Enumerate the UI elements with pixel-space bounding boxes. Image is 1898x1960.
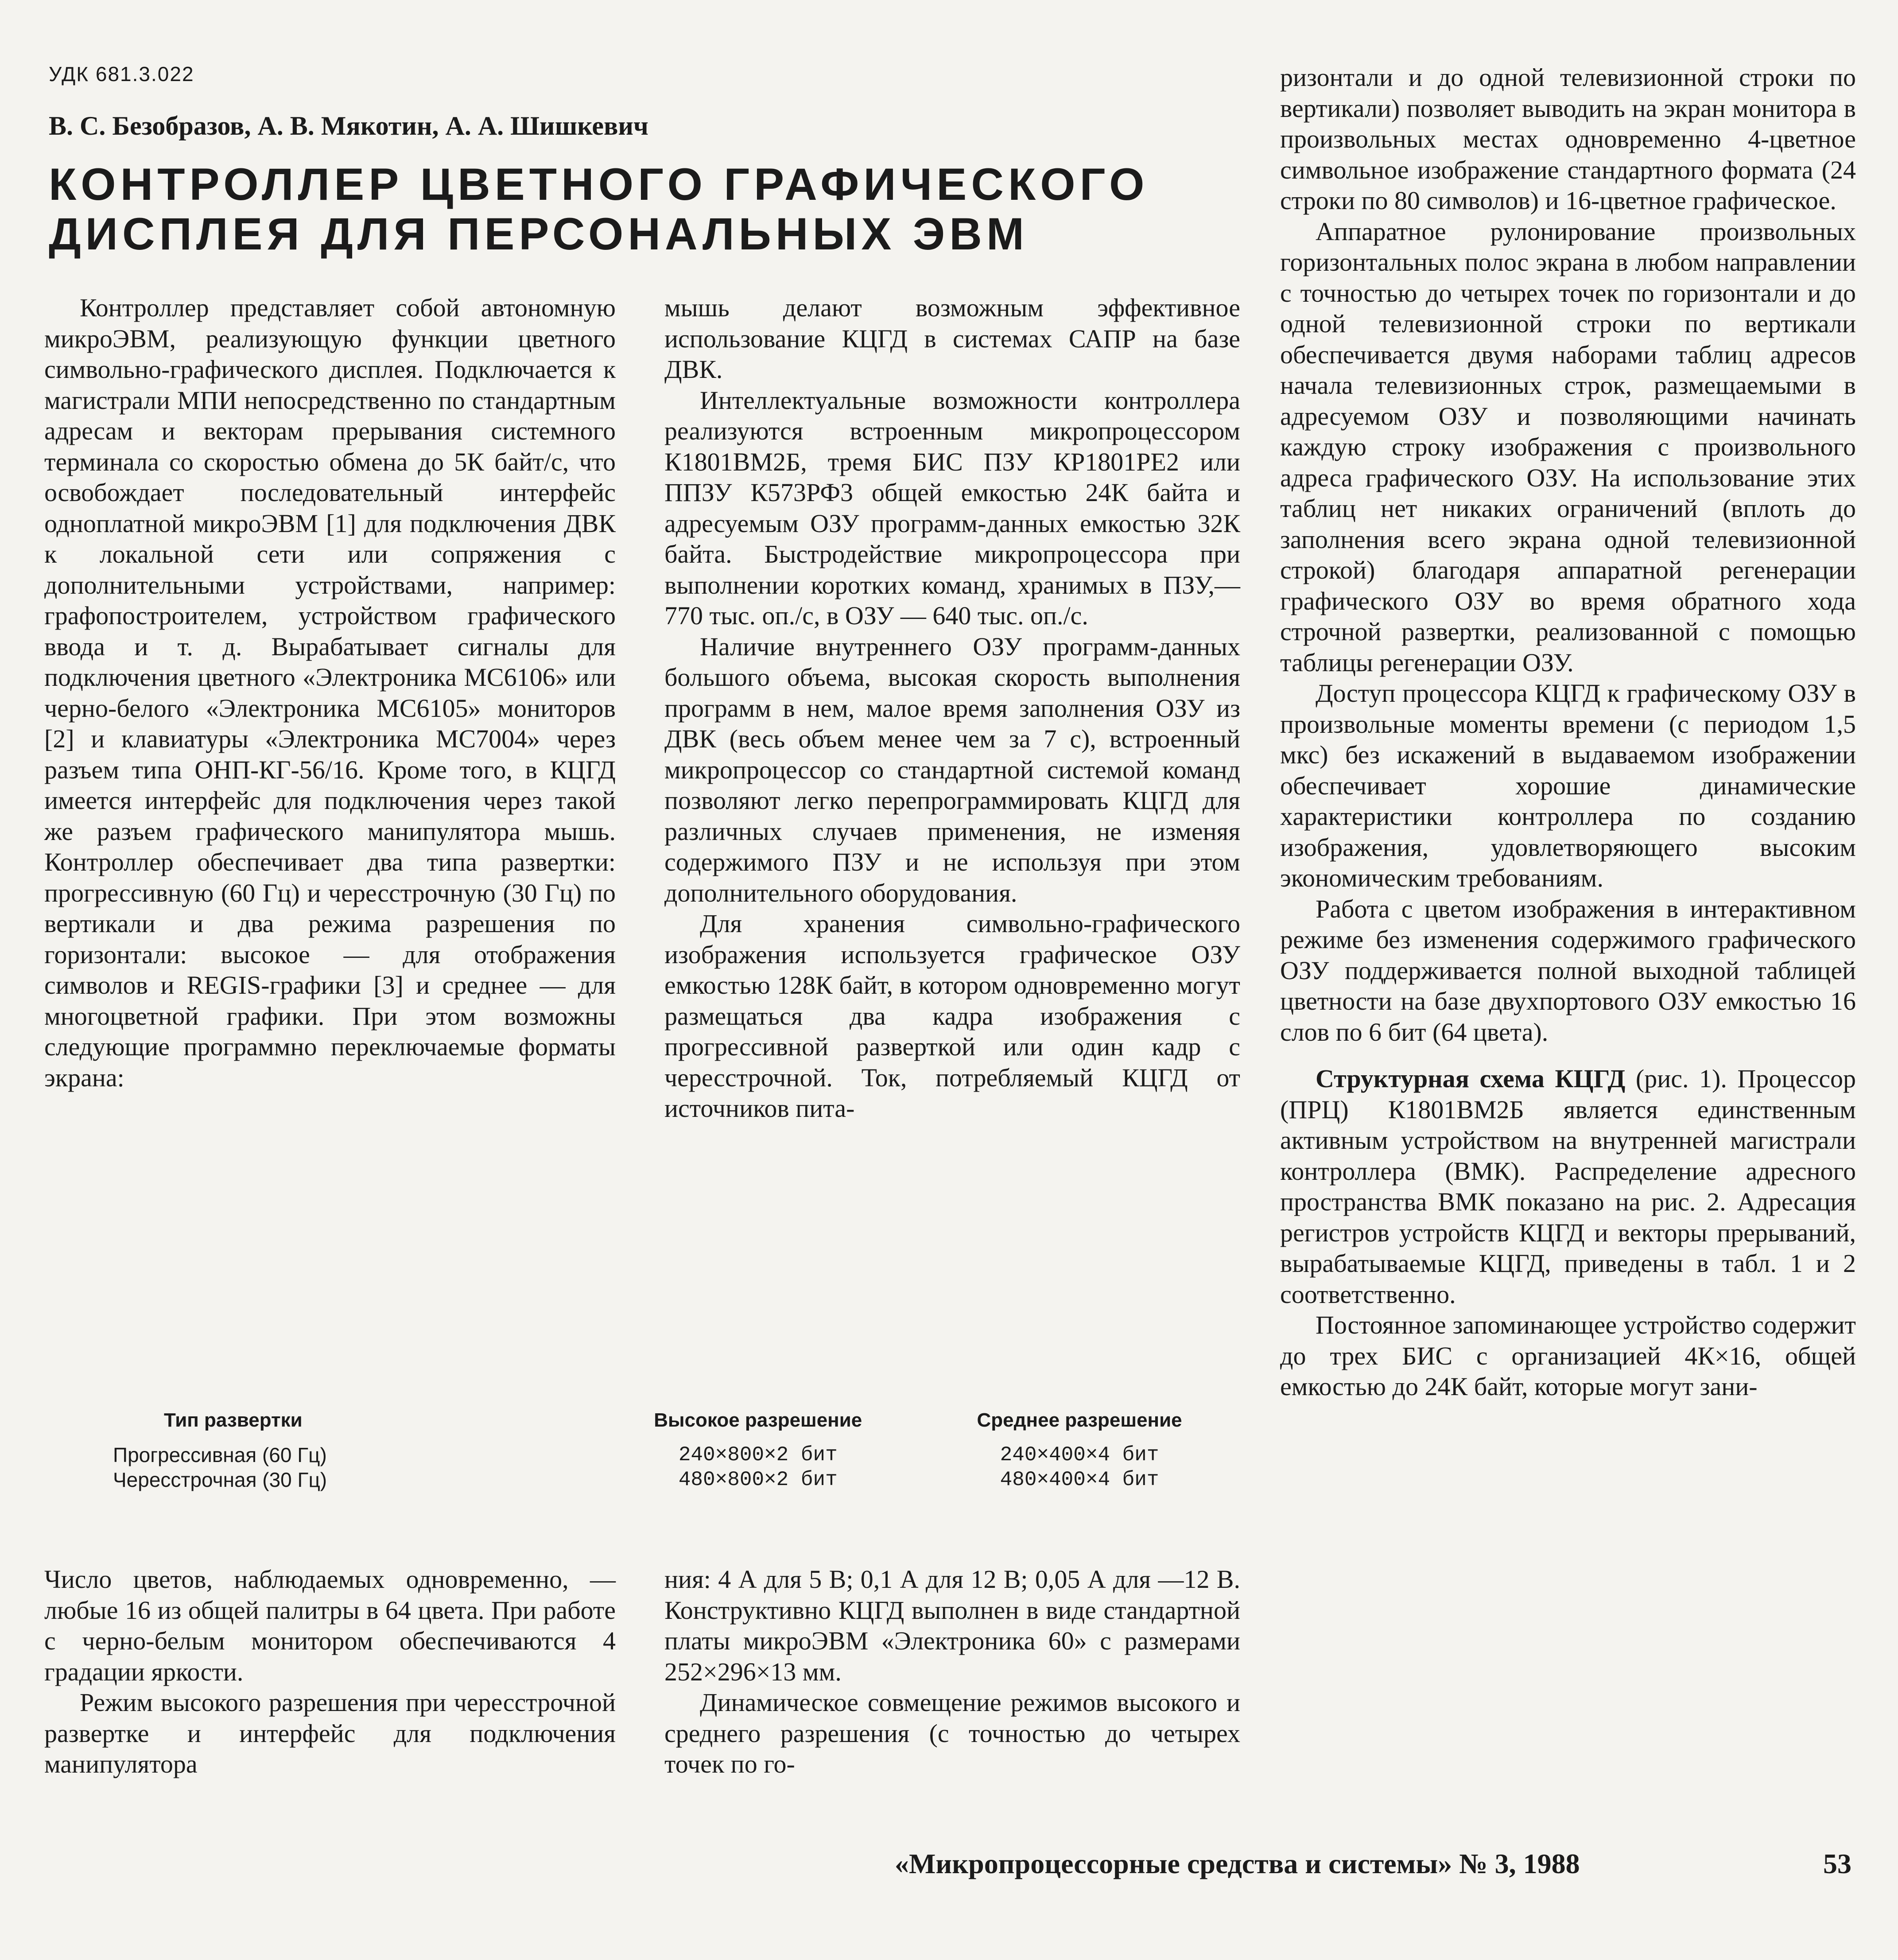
column-1-bottom — [44, 1564, 616, 1780]
column-2-bottom — [664, 1564, 1240, 1780]
journal-citation: «Микропроцессорные средства и системы» № 3, 1988 — [895, 1848, 1580, 1879]
title-line-2: ДИСПЛЕЯ ДЛЯ ПЕРСОНАЛЬНЫХ ЭВМ — [49, 209, 1029, 259]
table-cell: 240×800×2 бит — [678, 1443, 838, 1466]
screen-formats-table — [44, 1409, 1240, 1492]
column-3 — [1280, 62, 1856, 1402]
paragraph: Наличие внутреннего ОЗУ программ-данных большого объема, высокая скорость выполнения программ в нем, малое время заполнения ОЗУ из ДВК (весь объем менее чем за 7 с), встроенный микропроцессор со стандартной системой команд позволяют легко перепрограммировать КЦГД для различных случаев применения, не изменяя содержимого ПЗУ и не используя при этом дополнительного оборудования. — [664, 632, 1240, 907]
page-footer — [895, 1847, 1851, 1880]
authors: В. С. Безобразов, А. В. Мякотин, А. А. Шишкевич — [49, 111, 648, 140]
paragraph: Для хранения символьно-графического изображения используется графическое ОЗУ емкостью 128К байт, в котором одновременно могут размещаться два кадра изображения с прогрессивной разверткой или один кадр с чересстрочной. Ток, потребляемый КЦГД от источников пита- — [664, 909, 1240, 1123]
table-header-row — [44, 1409, 1240, 1443]
paragraph: Число цветов, наблюдаемых одновременно, — любые 16 из общей палитры в 64 цвета. При работе с черно-белым монитором обеспечиваются 4 градации яркости. — [44, 1565, 616, 1686]
table-cell: Чересстрочная (30 Гц) — [113, 1468, 327, 1491]
table-header-cell: Среднее разрешение — [977, 1409, 1182, 1431]
section-text: (рис. 1). Процессор (ПРЦ) К1801ВМ2Б является единственным активным устройством на внутренней магистрали контроллера (ВМК). Распределение адресного пространства ВМК показано на рис. 2. Адресация регистров устройств КЦГД и векторы прерываний, вырабатываемые КЦГД, приведены в табл. 1 и 2 соответственно. — [1280, 1064, 1856, 1309]
paragraph: Доступ процессора КЦГД к графическому ОЗУ в произвольные моменты времени (с периодом 1,5 мкс) без искажений в выдаваемом изображении обеспечивает хорошие динамические характеристики контроллера по созданию изображения, удовлетворяющего высоким экономическим требованиям. — [1280, 679, 1856, 892]
table-cell: Прогрессивная (60 Гц) — [113, 1443, 327, 1466]
udk-code: УДК 681.3.022 — [49, 62, 194, 86]
table-cell: 480×800×2 бит — [678, 1468, 838, 1491]
title-line-1: КОНТРОЛЛЕР ЦВЕТНОГО ГРАФИЧЕСКОГО — [49, 159, 1149, 210]
paragraph: Постоянное запоминающее устройство содержит до трех БИС с организацией 4К×16, общей емкостью до 24К байт, которые могут зани- — [1280, 1311, 1856, 1401]
table-row — [44, 1467, 1240, 1492]
table-header-cell: Тип развертки — [164, 1409, 303, 1431]
table-cell: 240×400×4 бит — [1000, 1443, 1159, 1466]
paragraph: Режим высокого разрешения при чересстрочной развертке и интерфейс для подключения манипулятора — [44, 1688, 616, 1778]
page-number: 53 — [1823, 1848, 1851, 1879]
table-cell: 480×400×4 бит — [1000, 1468, 1159, 1491]
paragraph: Интеллектуальные возможности контроллера реализуются встроенным микропроцессором К1801ВМ2Б, тремя БИС ПЗУ КР1801РЕ2 или ППЗУ К573РФ3 общей емкостью 24К байта и адресуемым ОЗУ программ-данных емкостью 32К байта. Быстродействие микропроцессора при выполнении коротких команд, хранимых в ПЗУ,— 770 тыс. оп./с, в ОЗУ — 640 тыс. оп./с. — [664, 385, 1240, 630]
column-1-top — [44, 292, 616, 1093]
paragraph: Динамическое совмещение режимов высокого и среднего разрешения (с точностью до четырех точек по го- — [664, 1688, 1240, 1778]
paragraph: Работа с цветом изображения в интерактивном режиме без изменения содержимого графического ОЗУ поддерживается полной выходной таблицей цветности на базе двухпортового ОЗУ емкостью 16 слов по 6 бит (64 цвета). — [1280, 894, 1856, 1046]
paragraph: мышь делают возможным эффективное использование КЦГД в системах САПР на базе ДВК. — [664, 293, 1240, 384]
article-title — [49, 159, 1245, 259]
table-header-cell: Высокое разрешение — [654, 1409, 862, 1431]
table-row — [44, 1443, 1240, 1467]
paragraph: Аппаратное рулонирование произвольных горизонтальных полос экрана в любом направлении с точностью до четырех точек по горизонтали и до одной телевизионной строки по вертикали обеспечивается двумя наборами таблиц адресов начала телевизионных строк, размещаемыми в адресуемом ОЗУ и позволяющими начинать каждую строку изображения с произвольного адреса графического ОЗУ. На использование этих таблиц нет никаких ограничений (вплоть до заполнения всего экрана одной телевизионной строкой) благодаря аппаратной регенерации графического ОЗУ во время обратного хода строчной развертки, реализованной с помощью таблицы регенерации ОЗУ. — [1280, 217, 1856, 677]
paragraph: ния: 4 А для 5 В; 0,1 А для 12 В; 0,05 А для —12 В. Конструктивно КЦГД выполнен в виде стандартной платы микроЭВМ «Электроника 60» с размерами 252×296×13 мм. — [664, 1565, 1240, 1686]
section-heading: Структурная схема КЦГД — [1316, 1064, 1626, 1093]
paragraph: Контроллер представляет собой автономную микроЭВМ, реализующую функции цветного символьно-графического дисплея. Подключается к магистрали МПИ непосредственно по стандартным адресам и векторам прерывания системного терминала со скоростью обмена до 5К байт/с, что освобождает последовательный интерфейс одноплатной микроЭВМ [1] для подключения ДВК к локальной сети или сопряжения с дополнительными устройствами, например: графопостроителем, устройством графического ввода и т. д. Вырабатывает сигналы для подключения цветного «Электроника МС6106» или черно-белого «Электроника МС6105» мониторов [2] и клавиатуры «Электроника МС7004» через разъем типа ОНП-КГ-56/16. Кроме того, в КЦГД имеется интерфейс для подключения через такой же разъем графического манипулятора мышь. Контроллер обеспечивает два типа развертки: прогрессивную (60 Гц) и чересстрочную (30 Гц) по вертикали и два режима разрешения по горизонтали: высокое — для отображения символов и REGIS-графики [3] и среднее — для многоцветной графики. При этом возможны следующие программно переключаемые форматы экрана: — [44, 293, 616, 1092]
paragraph: ризонтали и до одной телевизионной строки по вертикали) позволяет выводить на экран монитора в произвольных местах одновременно 4-цветное символьное изображение стандартного формата (24 строки по 80 символов) и 16-цветное графическое. — [1280, 63, 1856, 215]
column-2-top — [664, 292, 1240, 1124]
section-paragraph — [1280, 1063, 1856, 1310]
